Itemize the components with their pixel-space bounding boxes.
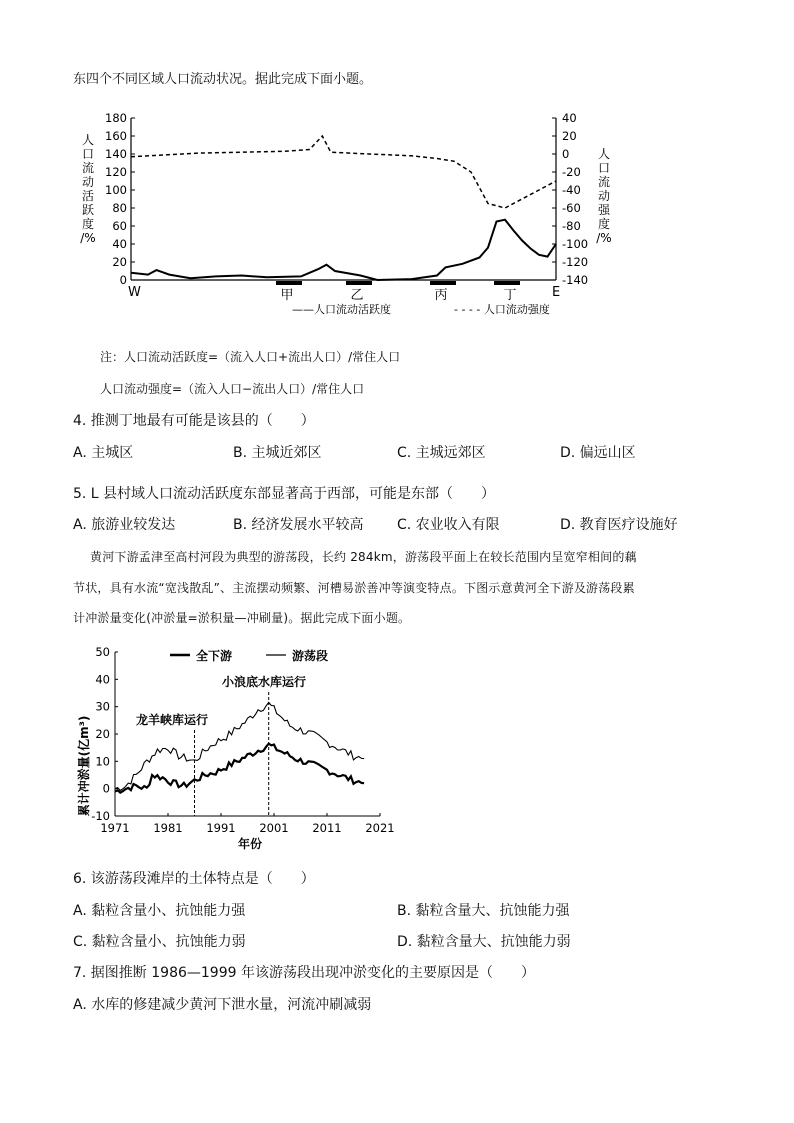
- legend-label-b: 游荡段: [292, 649, 329, 663]
- left-axis-label-char: 活: [81, 189, 95, 203]
- left-tick-label: 160: [105, 129, 127, 143]
- question-5-option-d[interactable]: D. 教育医疗设施好: [560, 517, 678, 533]
- right-tick-label: 20: [562, 129, 577, 143]
- left-tick-label: 100: [105, 183, 127, 197]
- question-5-option-a[interactable]: A. 旅游业较发达: [73, 517, 176, 533]
- left-tick-label: 180: [105, 111, 127, 125]
- question-4-option-c[interactable]: C. 主城远郊区: [397, 445, 486, 461]
- y-tick-label: 20: [95, 727, 110, 741]
- left-axis-label: [80, 133, 95, 245]
- left-axis-label-char: 流: [81, 161, 95, 175]
- region-bar-bing: [430, 281, 456, 285]
- y-tick-label: 10: [95, 754, 110, 769]
- left-tick-label: 0: [119, 273, 127, 287]
- x-start-label: W: [128, 285, 141, 300]
- passage-line-3: 计冲淤量变化(冲淤量=淤积量—冲刷量)。据此完成下面小题。: [73, 611, 411, 625]
- x-tick-label: 1991: [206, 821, 236, 835]
- intensity-line: [131, 136, 556, 208]
- question-6-option-b[interactable]: B. 黏粒含量大、抗蚀能力强: [397, 903, 570, 919]
- right-tick-label: -80: [562, 219, 581, 233]
- x-tick-label: 2021: [365, 821, 395, 835]
- x-tick-label: 2011: [312, 821, 342, 835]
- y-tick-label: 30: [95, 699, 110, 714]
- left-axis-label-char: 口: [81, 147, 95, 161]
- y-tick-label: 50: [95, 645, 110, 659]
- right-tick-label: -140: [562, 273, 589, 287]
- annotation-longyangxia: 龙羊峡库运行: [136, 713, 209, 727]
- region-bar-ding: [494, 281, 520, 285]
- annotation-xiaolangdi: 小浪底水库运行: [222, 675, 307, 689]
- question-4-option-d[interactable]: D. 偏远山区: [560, 445, 636, 461]
- left-tick-label: 60: [112, 219, 127, 233]
- legend-dashed: - - - - 人口流动强度: [454, 303, 550, 316]
- x-tick-label: 1981: [153, 821, 183, 835]
- population-flow-chart: [70, 108, 630, 320]
- left-axis-label-char: /%: [80, 231, 96, 245]
- right-tick-label: -20: [562, 165, 581, 179]
- right-axis-label: [596, 147, 611, 245]
- question-6-option-c[interactable]: C. 黏粒含量小、抗蚀能力弱: [73, 934, 246, 950]
- question-4-option-b[interactable]: B. 主城近郊区: [233, 445, 322, 461]
- question-5-option-c[interactable]: C. 农业收入有限: [397, 517, 500, 533]
- note-line-2: 人口流动强度=（流入人口−流出人口）/常住人口: [100, 382, 365, 396]
- y-axis-label: 累计冲淤量(亿m³): [77, 715, 91, 817]
- left-tick-label: 40: [112, 237, 127, 251]
- question-6-option-a[interactable]: A. 黏粒含量小、抗蚀能力强: [73, 903, 246, 919]
- question-7-stem: 7. 据图推断 1986—1999 年该游荡段出现冲淤变化的主要原因是（ ）: [73, 965, 535, 981]
- right-axis-label-char: 人: [597, 147, 611, 161]
- right-axis-label-char: 口: [597, 161, 611, 175]
- y-ticks: [91, 645, 118, 823]
- right-axis-label-char: /%: [596, 231, 612, 245]
- right-ticks: [552, 111, 588, 287]
- question-5-option-b[interactable]: B. 经济发展水平较高: [233, 517, 364, 533]
- question-4-stem: 4. 推测丁地最有可能是该县的（ ）: [73, 413, 315, 429]
- note-line-1: 注：人口流动活跃度=（流入人口+流出人口）/常住人口: [100, 350, 401, 364]
- x-tick-label: 1971: [100, 821, 130, 835]
- right-axis-label-char: 度: [597, 217, 611, 231]
- question-6-stem: 6. 该游荡段滩岸的土体特点是（ ）: [73, 871, 315, 887]
- y-tick-label: -10: [91, 809, 110, 823]
- left-tick-label: 140: [105, 147, 127, 161]
- region-label-ding: 丁: [503, 288, 517, 303]
- x-axis-label: 年份: [237, 837, 263, 851]
- left-axis-label-char: 跃: [81, 203, 95, 217]
- x-end-label: E: [552, 285, 561, 300]
- region-label-bing: 丙: [434, 288, 448, 303]
- left-axis-label-char: 动: [81, 175, 95, 189]
- right-axis-label-char: 动: [597, 189, 611, 203]
- right-tick-label: 0: [562, 147, 570, 161]
- activity-line: [131, 220, 556, 280]
- right-axis-label-char: 强: [597, 203, 611, 217]
- region-label-jia: 甲: [280, 288, 294, 303]
- question-4-option-a[interactable]: A. 主城区: [73, 445, 134, 461]
- intro-line: 东四个不同区域人口流动状况。据此完成下面小题。: [73, 72, 373, 87]
- left-tick-label: 80: [112, 201, 127, 215]
- legend-solid: ——人口流动活跃度: [292, 303, 391, 316]
- right-tick-label: 40: [562, 111, 577, 125]
- question-5-stem: 5. L 县村域人口流动活跃度东部显著高于西部，可能是东部（ ）: [73, 486, 496, 502]
- left-tick-label: 20: [112, 255, 127, 269]
- right-tick-label: -120: [562, 255, 589, 269]
- total-downstream-line: [115, 744, 364, 793]
- legend-label-a: 全下游: [196, 649, 233, 663]
- sediment-chart: [70, 640, 410, 860]
- left-tick-label: 120: [105, 165, 127, 179]
- right-tick-label: -60: [562, 201, 581, 215]
- question-7-option-a[interactable]: A. 水库的修建减少黄河下泄水量，河流冲刷减弱: [73, 997, 372, 1013]
- region-bar-yi: [346, 281, 372, 285]
- right-tick-label: -100: [562, 237, 589, 251]
- passage-line-1: 黄河下游孟津至高村河段为典型的游荡段，长约 284km，游荡段平面上在较长范围内呈宽窄相间的藕: [90, 550, 637, 564]
- y-tick-label: 0: [102, 781, 110, 796]
- right-tick-label: -40: [562, 183, 581, 197]
- question-6-option-d[interactable]: D. 黏粒含量大、抗蚀能力弱: [397, 934, 571, 950]
- passage-line-2: 节状，具有水流“宽浅散乱”、主流摆动频繁、河槽易淤善冲等演变特点。下图示意黄河全下游及游荡段累: [73, 581, 635, 595]
- region-label-yi: 乙: [350, 288, 364, 303]
- right-axis-label-char: 流: [597, 175, 611, 189]
- left-axis-label-char: 度: [81, 217, 95, 231]
- region-bar-jia: [276, 281, 302, 285]
- left-axis-label-char: 人: [81, 133, 95, 147]
- y-tick-label: 40: [95, 672, 110, 687]
- x-tick-label: 2001: [259, 821, 289, 835]
